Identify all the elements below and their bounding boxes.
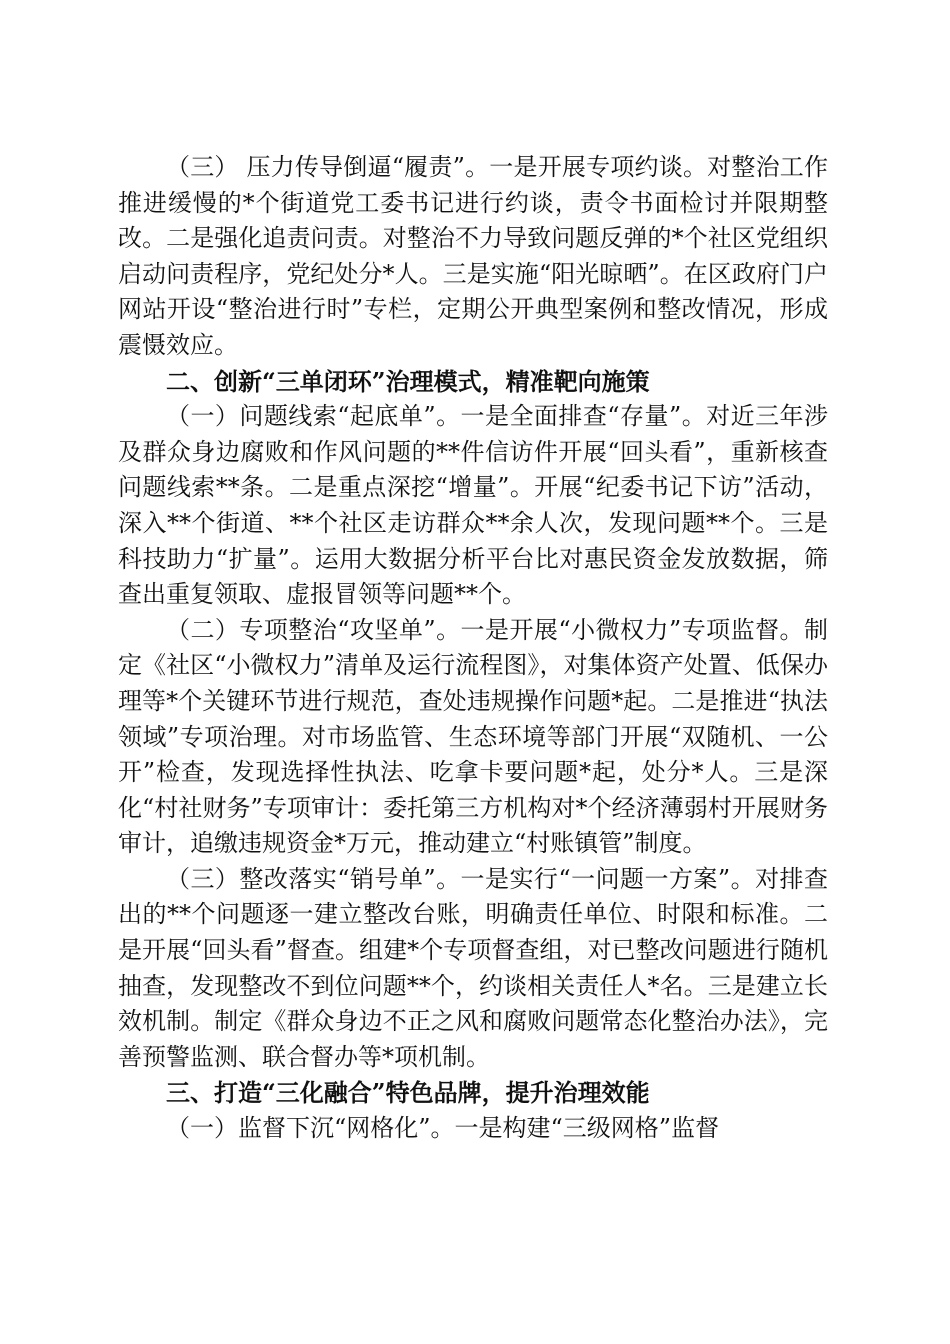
paragraph-special-rectification: （二）专项整治“攻坚单”。一是开展“小微权力”专项监督。制定《社区“小微权力”清单及运行流程图》，对集体资产处置、低保办理等*个关键环节进行规范，查处违规操作问题*起。二是推进“执法领域”专项治理。对市场监管、生态环境等部门开展“双随机、一公开”检查，发现选择性执法、吃拿卡要问题*起，处分*人。三是深化“村社财务”专项审计：委托第三方机构对*个经济薄弱村开展财务审计，追缴违规资金*万元，推动建立“村账镇管”制度。 — [118, 615, 828, 858]
paragraph-pressure-transmission: （三） 压力传导倒逼“履责”。一是开展专项约谈。对整治工作推进缓慢的*个街道党工委书记进行约谈，责令书面检讨并限期整改。二是强化追责问责。对整治不力导致问题反弹的*个社区党组织启动问责程序，党纪处分*人。三是实施“阳光晾晒”。在区政府门户网站开设“整治进行时”专栏，定期公开典型案例和整改情况，形成震慑效应。 — [118, 153, 828, 359]
section-heading-two: 二、创新“三单闭环”治理模式，精准靶向施策 — [166, 366, 650, 396]
document-body — [118, 150, 828, 1147]
paragraph-problem-clues: （一）问题线索“起底单”。一是全面排查“存量”。对近三年涉及群众身边腐败和作风问题的**件信访件开展“回头看”，重新核查问题线索**条。二是重点深挖“增量”。开展“纪委书记下访”活动，深入**个街道、**个社区走访群众**余人次，发现问题**个。三是科技助力“扩量”。运用大数据分析平台比对惠民资金发放数据，筛查出重复领取、虚报冒领等问题**个。 — [118, 402, 828, 609]
paragraph-supervision-grid: （一）监督下沉“网格化”。一是构建“三级网格”监督 — [166, 1114, 720, 1143]
paragraph-rectification-implementation: （三）整改落实“销号单”。一是实行“一问题一方案”。对排查出的**个问题逐一建立整改台账，明确责任单位、时限和标准。二是开展“回头看”督查。组建*个专项督查组，对已整改问题进行随机抽查，发现整改不到位问题**个，约谈相关责任人*名。三是建立长效机制。制定《群众身边不正之风和腐败问题常态化整治办法》，完善预警监测、联合督办等*项机制。 — [118, 864, 828, 1071]
section-heading-three: 三、打造“三化融合”特色品牌，提升治理效能 — [166, 1078, 650, 1108]
